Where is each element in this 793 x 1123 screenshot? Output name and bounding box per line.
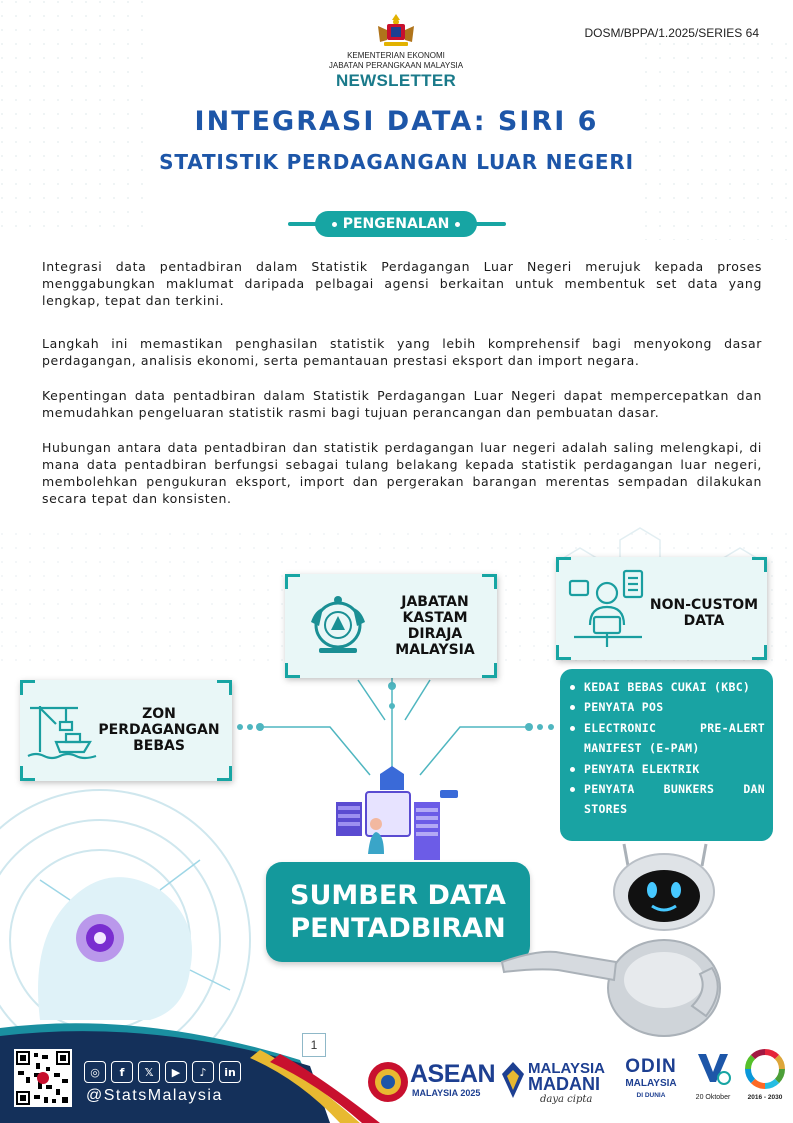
page-number: 1 bbox=[302, 1033, 326, 1057]
free-zone-label-line: PERDAGANGAN bbox=[98, 722, 220, 738]
section-heading bbox=[315, 211, 477, 237]
office-worker-icon bbox=[566, 567, 648, 651]
asean-year-text: MALAYSIA 2025 bbox=[412, 1088, 481, 1098]
sdg-wheel-icon bbox=[744, 1048, 786, 1090]
asean-malaysia-2025-logo bbox=[366, 1058, 496, 1108]
tiktok-icon[interactable]: ♪ bbox=[192, 1061, 214, 1083]
odin-logo bbox=[620, 1056, 682, 1106]
paragraph-2: Langkah ini memastikan penghasilan statistik yang lebih komprehensif bagi menyokong dasar perdagangan, analisis ekonomi, serta pemantauan prestasi eksport dan import negara. bbox=[42, 336, 762, 368]
card-corner bbox=[285, 574, 300, 589]
world-statistics-day-logo bbox=[690, 1048, 736, 1108]
card-corner bbox=[217, 766, 232, 781]
data-source-line: SUMBER DATA bbox=[290, 880, 506, 911]
data-source-banner bbox=[266, 862, 530, 962]
list-item: KEDAI BEBAS CUKAI (KBC) bbox=[584, 677, 765, 697]
customs-emblem-icon bbox=[305, 592, 371, 658]
instagram-icon[interactable]: ◎ bbox=[84, 1061, 106, 1083]
list-item: PENYATA BUNKERS DAN STORES bbox=[584, 779, 765, 820]
free-zone-label-line: ZON bbox=[142, 706, 176, 722]
bullet-dot-icon bbox=[332, 222, 337, 227]
x-icon[interactable]: 𝕏 bbox=[138, 1061, 160, 1083]
free-zone-card bbox=[20, 680, 232, 781]
paragraph-3: Kepentingan data pentadbiran dalam Statistik Perdagangan Luar Negeri dapat mempercepatkan dan memudahkan pengeluaran statistik rasmi bagi tujuan perancangan dan pembuatan dasar. bbox=[42, 388, 762, 420]
odin-text: ODIN bbox=[625, 1056, 677, 1077]
non-custom-card bbox=[556, 557, 767, 660]
page-title: INTEGRASI DATA: SIRI 6 bbox=[194, 106, 599, 137]
list-item: PENYATA ELEKTRIK bbox=[584, 759, 765, 779]
madani-text-line2: MADANI bbox=[528, 1074, 600, 1094]
customs-card bbox=[285, 574, 497, 678]
malaysia-crest-icon bbox=[370, 12, 422, 48]
list-item: ELECTRONIC PRE-ALERT MANIFEST (E-PAM) bbox=[584, 718, 765, 759]
port-crane-icon bbox=[26, 700, 98, 760]
card-corner bbox=[752, 557, 767, 572]
madani-tagline: daya cipta bbox=[540, 1094, 593, 1105]
ministry-name bbox=[250, 51, 542, 71]
newsletter-label: NEWSLETTER bbox=[335, 71, 457, 90]
customs-label bbox=[381, 594, 489, 658]
customs-label-line: MALAYSIA bbox=[395, 642, 475, 658]
ministry-line1: KEMENTERIAN EKONOMI bbox=[347, 51, 445, 60]
non-custom-label-line: NON-CUSTOM bbox=[649, 597, 759, 613]
section-heading-label: PENGENALAN bbox=[342, 216, 450, 232]
non-custom-data-list bbox=[560, 669, 773, 841]
sdg-logo bbox=[742, 1048, 788, 1108]
ai-head-illustration bbox=[0, 820, 260, 1020]
qr-code-icon bbox=[14, 1049, 72, 1107]
card-corner bbox=[217, 680, 232, 695]
malaysia-madani-logo bbox=[500, 1056, 612, 1108]
social-media-icons bbox=[84, 1061, 241, 1083]
card-corner bbox=[20, 680, 35, 695]
card-corner bbox=[20, 766, 35, 781]
youtube-icon[interactable]: ▶ bbox=[165, 1061, 187, 1083]
data-source-line: PENTADBIRAN bbox=[290, 913, 506, 944]
odin-world-text: DI DUNIA bbox=[636, 1092, 666, 1099]
free-zone-label-line: BEBAS bbox=[133, 738, 185, 754]
customs-label-line: KASTAM bbox=[402, 610, 468, 626]
card-corner bbox=[482, 574, 497, 589]
data-center-illustration bbox=[330, 762, 460, 862]
document-reference: DOSM/BPPA/1.2025/SERIES 64 bbox=[584, 26, 759, 40]
asean-emblem-icon bbox=[366, 1060, 410, 1104]
facebook-icon[interactable]: f bbox=[111, 1061, 133, 1083]
card-corner bbox=[285, 663, 300, 678]
sdg-years: 2016 - 2030 bbox=[747, 1094, 783, 1101]
card-corner bbox=[482, 663, 497, 678]
paragraph-4: Hubungan antara data pentadbiran dan statistik perdagangan luar negeri adalah saling melengkapi, di mana data pentadbiran berfungsi sebagai tulang belakang kepada statistik perdagangan luar negeri, membolehkan pengukuran eksport, import dan pergerakan barangan merentas sempadan dilakukan secara tepat dan konsisten. bbox=[42, 440, 762, 506]
bullet-dot-icon bbox=[455, 222, 460, 227]
paragraph-1: Integrasi data pentadbiran dalam Statistik Perdagangan Luar Negeri merujuk kepada proses menggabungkan maklumat daripada pelbagai agensi berkaitan untuk membentuk set data yang lengkap, tepat dan terkini. bbox=[42, 259, 762, 308]
customs-label-line: JABATAN bbox=[401, 594, 469, 610]
non-custom-label-line: DATA bbox=[683, 613, 725, 629]
linkedin-icon[interactable]: in bbox=[219, 1061, 241, 1083]
list-item: PENYATA POS bbox=[584, 697, 765, 717]
madani-text-line1: MALAYSIA bbox=[528, 1060, 605, 1077]
free-zone-label bbox=[92, 706, 226, 754]
odin-country-text: MALAYSIA bbox=[625, 1078, 677, 1089]
ministry-line2: JABATAN PERANGKAAN MALAYSIA bbox=[328, 61, 464, 70]
page-subtitle: STATISTIK PERDAGANGAN LUAR NEGERI bbox=[159, 150, 634, 174]
card-corner bbox=[752, 645, 767, 660]
madani-emblem-icon bbox=[500, 1060, 526, 1100]
qr-code[interactable] bbox=[14, 1049, 72, 1107]
statistics-day-date: 20 Oktober bbox=[695, 1094, 731, 1101]
statistics-day-emblem-icon bbox=[694, 1048, 732, 1088]
non-custom-label bbox=[644, 597, 764, 629]
customs-label-line: DIRAJA bbox=[407, 626, 463, 642]
asean-text: ASEAN bbox=[410, 1060, 496, 1088]
social-handle[interactable]: @StatsMalaysia bbox=[86, 1087, 223, 1104]
